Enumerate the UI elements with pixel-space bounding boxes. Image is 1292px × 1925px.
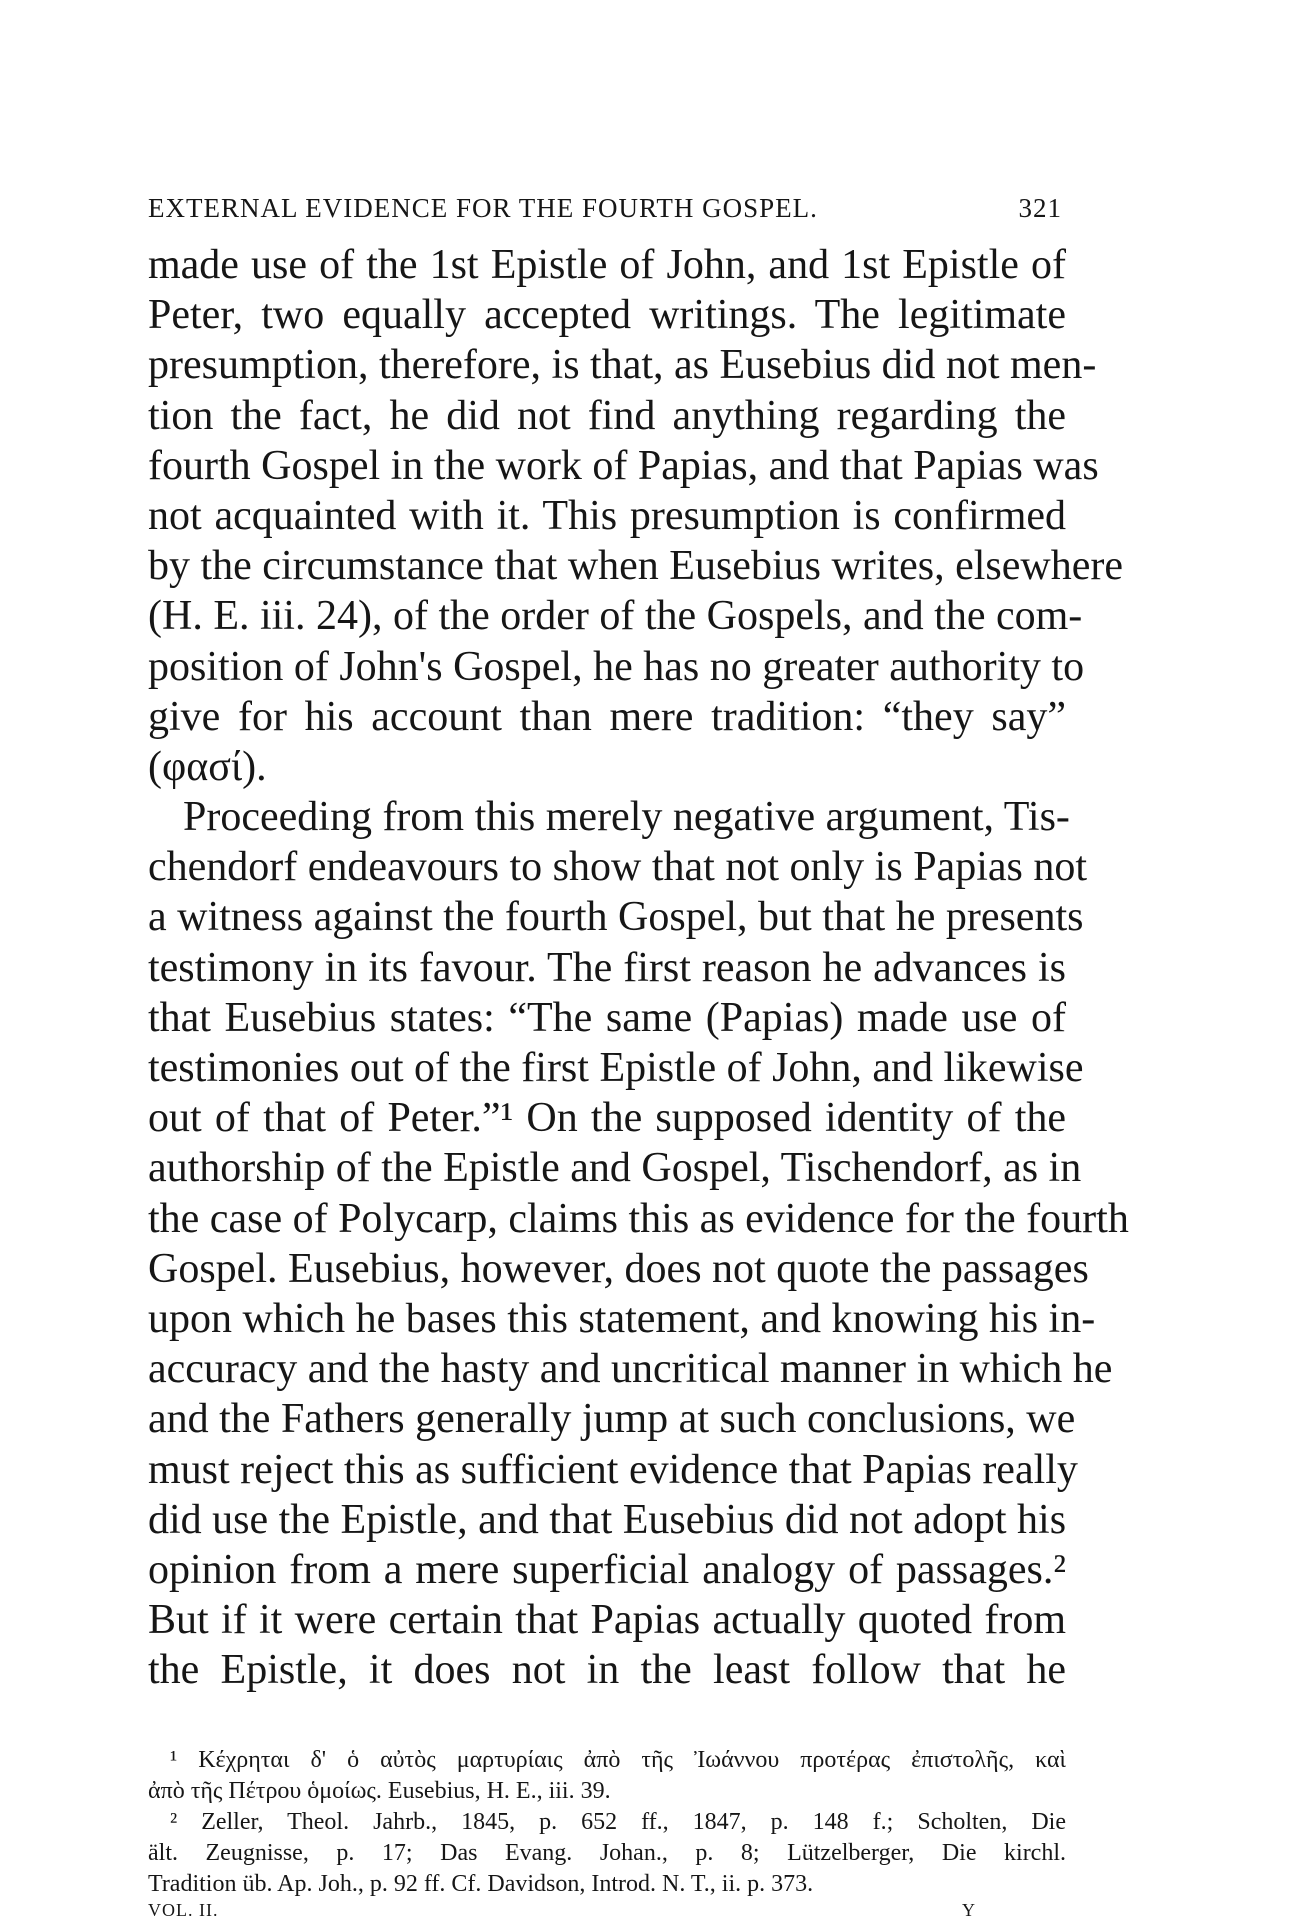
text-line: Gospel. Eusebius, however, does not quote the passages [148,1245,1089,1292]
text-line: the Epistle, it does not in the least follow that he [148,1647,1066,1694]
text-line: accuracy and the hasty and uncritical manner in which he [148,1346,1113,1393]
footnotes [148,1745,1066,1900]
text-line: must reject this as sufficient evidence that Papias really [148,1446,1078,1493]
text-line: (H. E. iii. 24), of the order of the Gospels, and the com- [148,593,1083,640]
text-line: fourth Gospel in the work of Papias, and that Papias was [148,442,1099,489]
volume-mark: VOL. II. [148,1900,219,1920]
footnote-line: ² Zeller, Theol. Jahrb., 1845, p. 652 ff., 1847, p. 148 f.; Scholten, Die [170,1809,1066,1835]
footnote-line: ¹ Κέχρηται δ' ὁ αὐτὸς μαρτυρίαις ἀπὸ τῆς Ἰωάννου προτέρας ἐπιστολῆς, καὶ [170,1747,1066,1773]
footnote-line: ἀπὸ τῆς Πέτρου ὁμοίως. Eusebius, H. E., iii. 39. [148,1778,611,1804]
text-line: give for his account than mere tradition: “they say” [148,693,1066,740]
paragraph-start-line: Proceeding from this merely negative argument, Tis- [183,794,1070,841]
running-head-title: EXTERNAL EVIDENCE FOR THE FOURTH GOSPEL. [148,193,818,223]
text-line: presumption, therefore, is that, as Eusebius did not men- [148,342,1097,389]
text-line: testimonies out of the first Epistle of John, and likewise [148,1045,1084,1091]
text-line: and the Fathers generally jump at such conclusions, we [148,1396,1076,1443]
text-line: out of that of Peter.”¹ On the supposed identity of the [148,1095,1066,1142]
text-line: testimony in its favour. The first reason he advances is [148,944,1066,991]
text-line: Peter, two equally accepted writings. The legitimate [148,292,1066,339]
text-line: by the circumstance that when Eusebius writes, elsewhere [148,543,1124,590]
text-line: a witness against the fourth Gospel, but that he presents [148,894,1084,941]
text-line: the case of Polycarp, claims this as evidence for the fourth [148,1195,1129,1242]
text-line: made use of the 1st Epistle of John, and 1st Epistle of [148,242,1066,288]
text-line: not acquainted with it. This presumption is confirmed [148,492,1066,539]
running-head [148,193,1062,233]
text-line: upon which he bases this statement, and knowing his in- [148,1295,1096,1342]
text-line: opinion from a mere superficial analogy of passages.² [148,1546,1066,1593]
text-line: position of John's Gospel, he has no greater authority to [148,643,1085,690]
signature-mark: Y [962,1900,976,1920]
text-line: But if it were certain that Papias actually quoted from [148,1597,1066,1644]
text-line: (φασί). [148,743,267,790]
footnote-line: ält. Zeugnisse, p. 17; Das Evang. Johan., p. 8; Lützelberger, Die kirchl. [148,1840,1066,1866]
text-line: that Eusebius states: “The same (Papias) made use of [148,994,1066,1041]
body-text [148,240,1129,1695]
page-number: 321 [1018,193,1062,223]
text-line: tion the fact, he did not find anything regarding the [148,392,1066,439]
text-line: authorship of the Epistle and Gospel, Tischendorf, as in [148,1145,1082,1192]
signature-line [148,1900,1066,1925]
text-line: chendorf endeavours to show that not only is Papias not [148,844,1088,891]
text-line: did use the Epistle, and that Eusebius did not adopt his [148,1496,1067,1543]
footnote-line: Tradition üb. Ap. Joh., p. 92 ff. Cf. Davidson, Introd. N. T., ii. p. 373. [148,1871,814,1897]
